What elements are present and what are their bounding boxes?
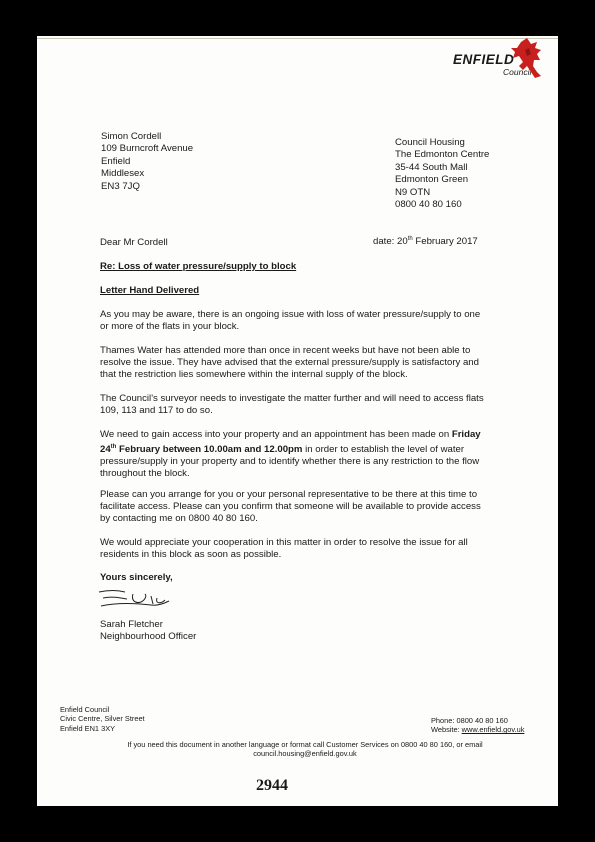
p4-time: February between 10.00am and 12.00pm bbox=[116, 444, 303, 456]
footer-website-label: Website: bbox=[431, 725, 462, 735]
body-paragraph-5: Please can you arrange for you or your personal representative to be there at this time to facilitate access. Please can you confirm that someone will be available to provide access by contacting me on 0800 40 80 160. bbox=[100, 489, 481, 525]
date-day: date: 20 bbox=[373, 236, 408, 248]
sender-line: The Edmonton Centre bbox=[395, 149, 490, 161]
recipient-line: Simon Cordell bbox=[101, 131, 162, 142]
footer-address-line: Enfield Council bbox=[60, 705, 110, 714]
signatory-name: Sarah Fletcher bbox=[100, 619, 163, 630]
footer-address-line: Civic Centre, Silver Street bbox=[60, 714, 145, 724]
signatory-title: Neighbourhood Officer bbox=[100, 631, 197, 643]
sender-line: Edmonton Green bbox=[395, 174, 469, 186]
subject-line: Re: Loss of water pressure/supply to block bbox=[100, 261, 297, 272]
footer-email[interactable]: council.housing@enfield.gov.uk bbox=[253, 749, 357, 759]
website-link[interactable]: www.enfield.gov.uk bbox=[461, 725, 525, 735]
top-rule bbox=[37, 38, 558, 39]
date-month-year: February 2017 bbox=[412, 236, 478, 248]
recipient-line: Middlesex bbox=[101, 168, 145, 180]
page-number: 2944 bbox=[256, 777, 288, 794]
p4-day: Friday 24 bbox=[100, 429, 481, 456]
footer-note bbox=[100, 740, 510, 759]
body-paragraph-2: Thames Water has attended more than once in recent weeks but have not been able to resolve the issue. They have advised that the external pressure/supply is satisfactory and that the restriction lies somewhere within the internal supply of the block. bbox=[100, 345, 479, 381]
footer-address-line: Enfield EN1 3XY bbox=[60, 723, 116, 733]
body-paragraph-1: As you may be aware, there is an ongoing issue with loss of water pressure/supply to one or more of the flats in your block. bbox=[100, 309, 481, 333]
salutation: Dear Mr Cordell bbox=[100, 237, 168, 248]
body-paragraph-6: We would appreciate your cooperation in this matter in order to resolve the issue for all residents in this block as soon as possible. bbox=[100, 537, 468, 561]
footer-note-text: If you need this document in another language or format call Customer Services on 0800 40 80 160, or email bbox=[127, 740, 483, 749]
body-paragraph-3: The Council's surveyor needs to investigate the matter further and will need to access flats 109, 113 and 117 to do so. bbox=[100, 393, 484, 417]
logo-subtitle: Council bbox=[503, 67, 532, 77]
sender-line: N9 OTN bbox=[395, 186, 431, 198]
p4-rest: in order to establish the level of water pressure/supply in your property and to identify whether there is any restriction to the flow throughout the block. bbox=[100, 444, 480, 480]
p4-suffix: th bbox=[110, 444, 117, 451]
handwritten-signature bbox=[95, 586, 179, 612]
recipient-line: Enfield bbox=[101, 155, 131, 167]
footer-address bbox=[60, 705, 145, 733]
footer-phone: Phone: 0800 40 80 160 bbox=[431, 716, 508, 725]
p4-text: We need to gain access into your property and an appointment has been made on bbox=[100, 429, 452, 440]
signatory bbox=[100, 619, 196, 644]
body-paragraph-4 bbox=[100, 429, 490, 481]
sender-line: 0800 40 80 160 bbox=[395, 199, 462, 211]
sender-line: Council Housing bbox=[395, 137, 465, 148]
footer-website-line bbox=[431, 725, 524, 734]
sender-line: 35-44 South Mall bbox=[395, 161, 468, 173]
recipient-address bbox=[101, 131, 193, 193]
letter-page bbox=[37, 36, 558, 806]
sender-address bbox=[395, 137, 489, 211]
closing: Yours sincerely, bbox=[100, 572, 173, 583]
recipient-line: 109 Burncroft Avenue bbox=[101, 143, 194, 155]
recipient-line: EN3 7JQ bbox=[101, 180, 140, 192]
delivery-note: Letter Hand Delivered bbox=[100, 285, 200, 296]
dragon-emblem-icon bbox=[507, 36, 547, 80]
footer-contact bbox=[431, 716, 524, 735]
letter-date bbox=[373, 233, 478, 249]
date-suffix: th bbox=[407, 236, 413, 242]
logo-wordmark: ENFIELD bbox=[453, 52, 515, 67]
